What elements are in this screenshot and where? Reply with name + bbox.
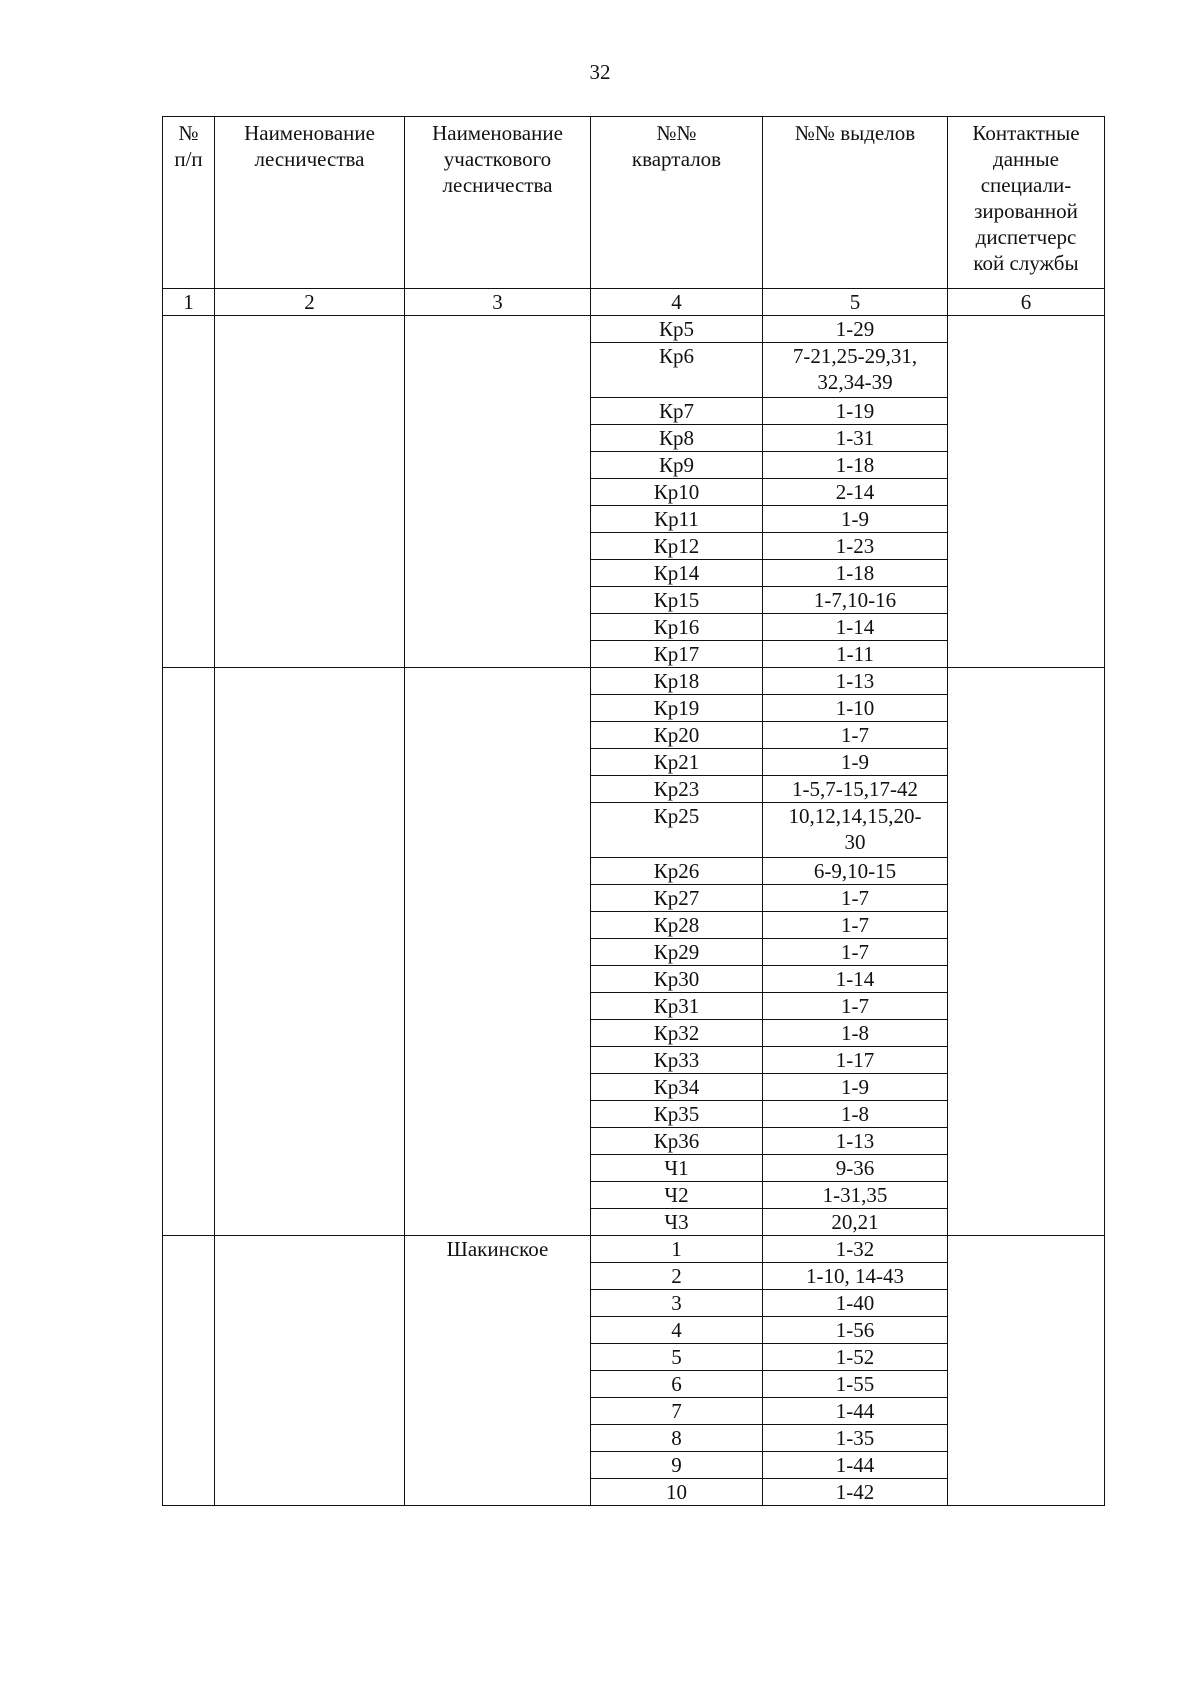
header-district-forestry: Наименование участкового лесничества	[405, 117, 591, 289]
quarter-cell: Кр34	[591, 1074, 763, 1101]
header-contacts: Контактные данные специали- зированной диспетчерс кой службы	[948, 117, 1105, 289]
allotment-cell: 20,21	[763, 1209, 948, 1236]
quarter-cell: 2	[591, 1263, 763, 1290]
quarter-cell: Кр11	[591, 506, 763, 533]
allotment-cell: 1-55	[763, 1371, 948, 1398]
allotment-cell: 1-35	[763, 1425, 948, 1452]
table-row	[163, 316, 1105, 343]
table-body	[163, 316, 1105, 1506]
page-number: 32	[589, 60, 611, 84]
quarter-cell: 3	[591, 1290, 763, 1317]
allotment-cell: 1-18	[763, 560, 948, 587]
allotment-cell: 1-23	[763, 533, 948, 560]
allotment-cell: 1-44	[763, 1452, 948, 1479]
quarter-cell: 1	[591, 1236, 763, 1263]
allotment-cell: 1-10	[763, 695, 948, 722]
allotment-cell: 1-32	[763, 1236, 948, 1263]
allotment-cell: 1-19	[763, 398, 948, 425]
forestry-cell	[215, 1236, 405, 1506]
allotment-cell: 1-13	[763, 1128, 948, 1155]
quarter-cell: Кр31	[591, 993, 763, 1020]
quarter-cell: Кр16	[591, 614, 763, 641]
quarter-cell: Кр14	[591, 560, 763, 587]
quarter-cell: 7	[591, 1398, 763, 1425]
row-number-cell	[163, 1236, 215, 1506]
quarter-cell: 9	[591, 1452, 763, 1479]
quarter-cell: 6	[591, 1371, 763, 1398]
column-number: 4	[591, 289, 763, 316]
allotment-cell: 1-31,35	[763, 1182, 948, 1209]
quarter-cell: Кр29	[591, 939, 763, 966]
allotment-cell: 1-7	[763, 912, 948, 939]
allotment-cell: 1-52	[763, 1344, 948, 1371]
district-forestry-cell: Шакинское	[405, 1236, 591, 1506]
table-header-row	[163, 117, 1105, 289]
quarter-cell: Кр19	[591, 695, 763, 722]
column-number-row	[163, 289, 1105, 316]
allotment-cell: 1-7	[763, 885, 948, 912]
allotment-cell: 6-9,10-15	[763, 858, 948, 885]
allotment-cell: 9-36	[763, 1155, 948, 1182]
allotment-cell: 1-9	[763, 749, 948, 776]
quarter-cell: Кр21	[591, 749, 763, 776]
table-row	[163, 1236, 1105, 1263]
quarter-cell: Кр7	[591, 398, 763, 425]
allotment-cell: 1-7	[763, 939, 948, 966]
quarter-cell: Кр26	[591, 858, 763, 885]
row-number-cell	[163, 316, 215, 668]
quarter-cell: Кр8	[591, 425, 763, 452]
column-number: 1	[163, 289, 215, 316]
quarter-cell: 10	[591, 1479, 763, 1506]
row-number-cell	[163, 668, 215, 1236]
allotment-cell: 1-7,10-16	[763, 587, 948, 614]
column-number: 3	[405, 289, 591, 316]
quarter-cell: Ч3	[591, 1209, 763, 1236]
quarter-cell: Кр6	[591, 343, 763, 398]
header-number: № п/п	[163, 117, 215, 289]
quarter-cell: 5	[591, 1344, 763, 1371]
column-number: 2	[215, 289, 405, 316]
allotment-cell: 1-8	[763, 1101, 948, 1128]
quarter-cell: Кр36	[591, 1128, 763, 1155]
allotment-cell: 1-44	[763, 1398, 948, 1425]
allotment-cell: 1-18	[763, 452, 948, 479]
quarter-cell: Ч1	[591, 1155, 763, 1182]
allotment-cell: 1-17	[763, 1047, 948, 1074]
header-forestry: Наименование лесничества	[215, 117, 405, 289]
column-number: 6	[948, 289, 1105, 316]
quarter-cell: Кр23	[591, 776, 763, 803]
quarter-cell: Кр35	[591, 1101, 763, 1128]
quarter-cell: Кр10	[591, 479, 763, 506]
allotment-cell: 1-14	[763, 966, 948, 993]
contacts-cell	[948, 668, 1105, 1236]
quarter-cell: Кр30	[591, 966, 763, 993]
quarter-cell: 4	[591, 1317, 763, 1344]
header-quarters: №№ кварталов	[591, 117, 763, 289]
allotment-cell: 1-13	[763, 668, 948, 695]
district-forestry-cell	[405, 668, 591, 1236]
forestry-cell	[215, 668, 405, 1236]
allotment-cell: 1-10, 14-43	[763, 1263, 948, 1290]
quarter-cell: Кр9	[591, 452, 763, 479]
allotment-cell: 1-31	[763, 425, 948, 452]
allotment-cell: 1-8	[763, 1020, 948, 1047]
quarter-cell: Кр32	[591, 1020, 763, 1047]
header-allotments: №№ выделов	[763, 117, 948, 289]
quarter-cell: Кр27	[591, 885, 763, 912]
allotment-cell: 1-7	[763, 722, 948, 749]
allotment-cell: 1-5,7-15,17-42	[763, 776, 948, 803]
allotment-cell: 1-11	[763, 641, 948, 668]
allotment-cell: 1-7	[763, 993, 948, 1020]
table-row	[163, 668, 1105, 695]
quarter-cell: Кр15	[591, 587, 763, 614]
allotment-cell: 7-21,25-29,31, 32,34-39	[763, 343, 948, 398]
allotment-cell: 10,12,14,15,20- 30	[763, 803, 948, 858]
quarter-cell: 8	[591, 1425, 763, 1452]
allotment-cell: 1-56	[763, 1317, 948, 1344]
allotment-cell: 1-29	[763, 316, 948, 343]
quarter-cell: Кр25	[591, 803, 763, 858]
quarter-cell: Кр20	[591, 722, 763, 749]
forestry-table	[162, 116, 1105, 1506]
quarter-cell: Ч2	[591, 1182, 763, 1209]
quarter-cell: Кр28	[591, 912, 763, 939]
quarter-cell: Кр18	[591, 668, 763, 695]
quarter-cell: Кр17	[591, 641, 763, 668]
allotment-cell: 2-14	[763, 479, 948, 506]
quarter-cell: Кр5	[591, 316, 763, 343]
forestry-cell	[215, 316, 405, 668]
allotment-cell: 1-9	[763, 1074, 948, 1101]
allotment-cell: 1-42	[763, 1479, 948, 1506]
quarter-cell: Кр33	[591, 1047, 763, 1074]
district-forestry-cell	[405, 316, 591, 668]
quarter-cell: Кр12	[591, 533, 763, 560]
column-number: 5	[763, 289, 948, 316]
allotment-cell: 1-40	[763, 1290, 948, 1317]
allotment-cell: 1-14	[763, 614, 948, 641]
contacts-cell	[948, 1236, 1105, 1506]
contacts-cell	[948, 316, 1105, 668]
allotment-cell: 1-9	[763, 506, 948, 533]
